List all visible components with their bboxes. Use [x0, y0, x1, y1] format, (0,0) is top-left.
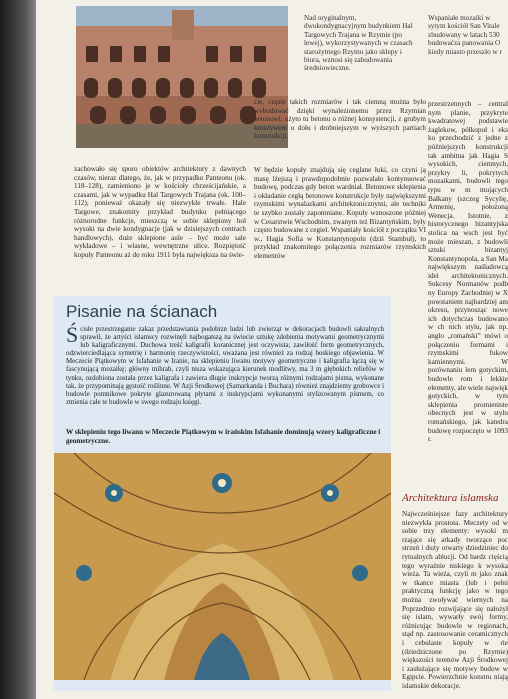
- page-edge-shadow: [0, 0, 36, 699]
- box-title: Pisanie na ścianach: [66, 302, 218, 321]
- box-body: [66, 322, 384, 407]
- side-heading: Architektura islamska: [402, 492, 499, 504]
- box-dropcap: Ś: [66, 322, 79, 347]
- box-caption: W sklepieniu tego liwanu w Meczecie Piątkowym w irańskim Isfahanie dominują wzory kaligraficzne i geometryczne.: [66, 428, 381, 445]
- side-text: Najwcześniejsze fazy architektury niezwykła prostota. Meczety od w sobie trzy elementy: wysoki m rzające się arkady tworzące poc strzeń i duży otwarty dziedziniec do rytualnych ablucji. Od bardz cięścią tego wyraźnie niskiego k wysoka wieża. Ta wieża, czyli m jako znak w tkance miasta (lub i pełni praktyczną funkcję jako w tego można zwoływać wiernych na Poprzednio rozwijające się nałożył się islam, wywarły swój formy, różnicując budowle w regionach, stąd np. zastosowanie ceramicznych i cebulaste kopuły w rie (dziedziczone po Rzymie) większości terenów Azji Środkowej i zasłużające się motywy budow w Egipcie. Powierzchnie konstru niają islamskie dekoracje.: [402, 510, 508, 690]
- magazine-page: [36, 0, 508, 699]
- column-left-text: zachowało się sporo obiektów architektury z dawnych czasów, nieraz dlatego, że, jak w przypadku Panteonu (ok. 118–128), zamieniono je w kościoły chrześcijańskie, a czasami, jak w wypadku Hal Targowych Trajana (ok. 100–112), ponieważ okazały się niezwykle trwałe. Hale Targowe, znakomity przykład budynku pełniącego różnorodne funkcje, mieszczą w sobie sklepiony hol wysoki na dwie kondygnacje (jak w dzisiejszych centrach handlowych), duże sklepione aule – być może sale wykładowe – i własne, wewnętrzne ulice. Rozpiętość kopuły Panteonu aż do roku 1911 była największa na świe-: [74, 165, 246, 259]
- column-right-text: przestrzennych – central nym planie, przykryte kwadratowej podstawie żaglekow, półkopuł i eks ko przechodzić z jedne z późniejszych konstrukcji tak ambitna jak Hagia S wysokich, ciemnych, przykry li, pokrytych mozaikami, budowli tego typu w m mujących Bałkany (szczeg Sycylię, Armenię, położoną Wenecja. Istotnie, z historycznego bizantyjska stolica na wsch jest być może mieszan, z budowli sztuki bizantyj Konstantynopola, a San Ma największym naśladowcą idei architektonicznych. Sukcesy Normanów podb ny Europy Zachodniej w X powstaniem najbardziej am okresu, przynosząc nowe ich dotychczas budowano w ch nich stylu, jak np. anglo „romański” mówi o połączeniu formami i rzymskimi fukow kamiennymi. W porównaniu lem gotyckim, budowle rom i lekkie elementy, ale wiele najwięk gotyckich, w tym sklepienia promieniste obecnych jest w stylu romańskiego, jak katedra budowę rozpoczęto w 1093 r.: [428, 100, 508, 444]
- isfahan-vault-photo: [54, 453, 391, 680]
- box-body-text: cisłe przestrzeganie zakaz przedstawiania podobizn ludzi lub zwierząt w dekoracjach budowli sakralnych sprawił, że artyści islamscy rozwinęli najbogatszą na świecie sztukę zdobienia motywami geometrycznymi lub kaligraficznymi. Duchowa treść kaligrafii koranicznej jest oczywista; zawiłość form geometrycznych, odzwierciedlająca symetrię i harmonię rzeczywistości, uważana jest również za rodzaj boskiego objawienia. W Meczecie Piątkowym w Isfahanie w Iranie, na sklepieniu liwanu motywy geometryczne i kaligrafia łączą się w fascynującą mozaikę; główny mihrab, czyli nisza wskazująca kierunek modlitwy, ma 3 m głębokich reliefów w tynku, ozdobiona została przez kaligrafa i zawiera długie inskrypcje tworzą różnymi rodzajami pisma, wykonane tak, że przypominają gęstość roślinne. W Azji Środkowej (Samarkanda i Buchara) również znajdziemy grobowce i budowle pomnikowe pokryte glazurowaną płytami z inskrypcjami wykonanymi stylizowanym pismem, co zmienia całe te budowle w swego rodzaju księgi.: [66, 326, 384, 406]
- column-middle-text-top: cie, częste takich rozmiarów i tak ciemną można było wybudować dzięki wynalezionemu przez Rzymian betonowi; użyto tu betonu o różnej konsystencji, z grubym kruszywem u dołu i drobniejszym w wyższych partiach konstrukcji.: [254, 98, 426, 141]
- top-right-caption: Wspaniałe mozaiki w sytym kościół San Vitale zbudowany w latach 530 budowaćza panowania O kiedy miasto przeszło w r: [428, 14, 502, 56]
- top-photo-caption: Nad oryginalnym, dwukondygnacyjnym budynkiem Hal Targowych Trajana w Rzymie (po lewej), wykorzystywanych w czasach starożytnego Rzymu jako sklepy i biura, wznosi się zabudowania średniowieczne.: [304, 14, 413, 73]
- column-middle-text: W będzie kopuły znajdują się ceglane łuki, co czyni ją masę lżejszą i prawdopodobnie pozwalało kontynuować budowę, podczas gdy beton wardniał. Betonowe sklepienia i okładanie cegłą betonowe konstrukcje były największymi rzymskimi wynalazkami architektonicznymi, ale techniki te szybko zostały zapomniane. Kopuły wznoszone później w Cesarstwie Wschodnim, zwanym też Bizantyńskim, były często budowane z cegieł. Wspaniały kościół z początku VI w., Hagia Sofia w Konstantynopolu (dziś Stambuł), to przykład znakomitego połączenia rozmiarów rzymskich elementów: [254, 166, 426, 260]
